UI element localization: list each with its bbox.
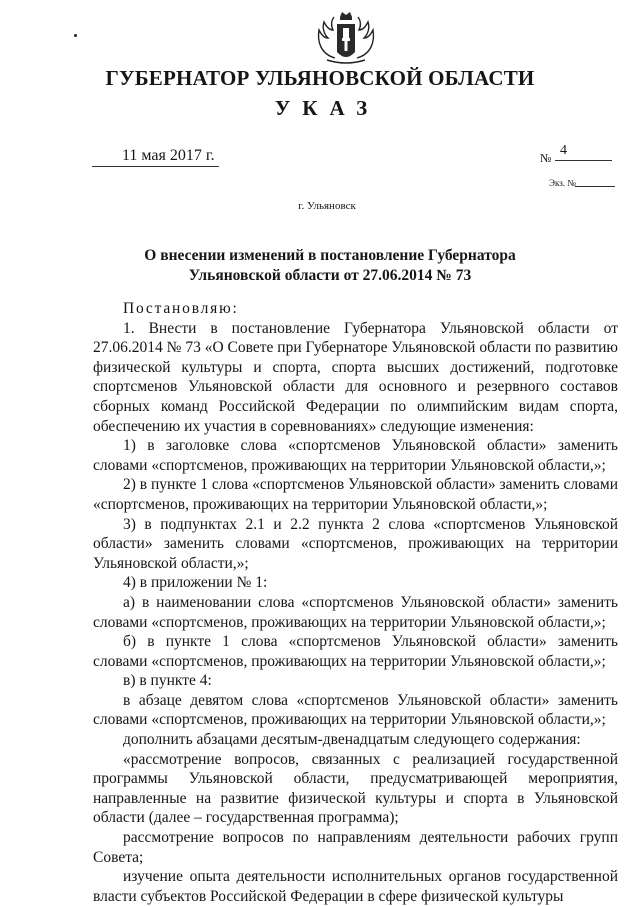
copy-number-label: Экз. № <box>549 178 576 188</box>
paragraph-1-3: 3) в подпунктах 2.1 и 2.2 пункта 2 слова «спортсменов Ульяновской области» заменить словами «спортсменов, проживающих на территории Ульяновской области,»; <box>93 515 618 572</box>
paragraph-resolve: Постановляю: <box>123 300 239 317</box>
paragraph-1-4: 4) в приложении № 1: <box>123 574 268 592</box>
copy-number-underline <box>575 186 615 187</box>
paragraph-1: 1. Внести в постановление Губернатора Ульяновской области от 27.06.2014 № 73 «О Совете при Губернаторе Ульяновской области по развитию физической культуры и спорта, спорта высших достижений, подготовке спортсменов Ульяновской области для основного и резервного составов сборных команд Российской Федерации по олимпийским видам спорта, обеспечению их участия в соревнованиях» следующие изменения: <box>93 319 618 435</box>
date-underline <box>92 166 219 167</box>
number-label: № <box>540 151 552 165</box>
paragraph-1-1: 1) в заголовке слова «спортсменов Ульяновской области» заменить словами «спортсменов, проживающих на территории Ульяновской области,»; <box>93 437 618 474</box>
paragraph-1-4-b: б) в пункте 1 слова «спортсменов Ульяновской области» заменить словами «спортсменов, проживающих на территории Ульяновской области,»; <box>93 633 618 670</box>
paragraph-1-4-a: а) в наименовании слова «спортсменов Ульяновской области» заменить словами «спортсменов, проживающих на территории Ульяновской области,»; <box>93 593 618 631</box>
document-title <box>0 246 640 286</box>
paragraph-quote-2: рассмотрение вопросов по направлениям деятельности рабочих групп Совета; <box>93 829 618 866</box>
number-underline <box>555 160 612 161</box>
paragraph-supplement: дополнить абзацами десятым-двенадцатым следующего содержания: <box>123 731 581 749</box>
document-date: 11 мая 2017 г. <box>122 147 215 164</box>
paragraph-1-4-v: в) в пункте 4: <box>123 672 212 690</box>
title-line-2: Ульяновской области от 27.06.2014 № 73 <box>188 267 472 284</box>
document-body <box>93 299 618 906</box>
document-number: 4 <box>560 143 567 158</box>
paragraph-quote-1: «рассмотрение вопросов, связанных с реализацией государственной программы Ульяновской области, предусматривающей мероприятия, направленные на развитие физической культуры и спорта в Ульяновской области (далее – государственная программа); <box>93 750 618 827</box>
coat-of-arms-icon <box>313 8 379 68</box>
issuing-authority: ГУБЕРНАТОР УЛЬЯНОВСКОЙ ОБЛАСТИ <box>105 66 535 90</box>
paragraph-ninth-abzac: в абзаце девятом слова «спортсменов Ульяновской области» заменить словами «спортсменов, проживающих на территории Ульяновской области,»; <box>93 691 618 729</box>
document-type: УКАЗ <box>274 96 380 120</box>
paragraph-1-2: 2) в пункте 1 слова «спортсменов Ульяновской области» заменить словами «спортсменов, проживающих на территории Ульяновской области,»; <box>93 476 618 513</box>
title-line-1: О внесении изменений в постановление Губернатора <box>144 247 516 264</box>
paragraph-quote-3: изучение опыта деятельности исполнительных органов государственной власти субъектов Российской Федерации в сфере физической культуры <box>93 868 618 905</box>
scan-dot <box>74 34 77 37</box>
issue-city: г. Ульяновск <box>298 200 356 212</box>
